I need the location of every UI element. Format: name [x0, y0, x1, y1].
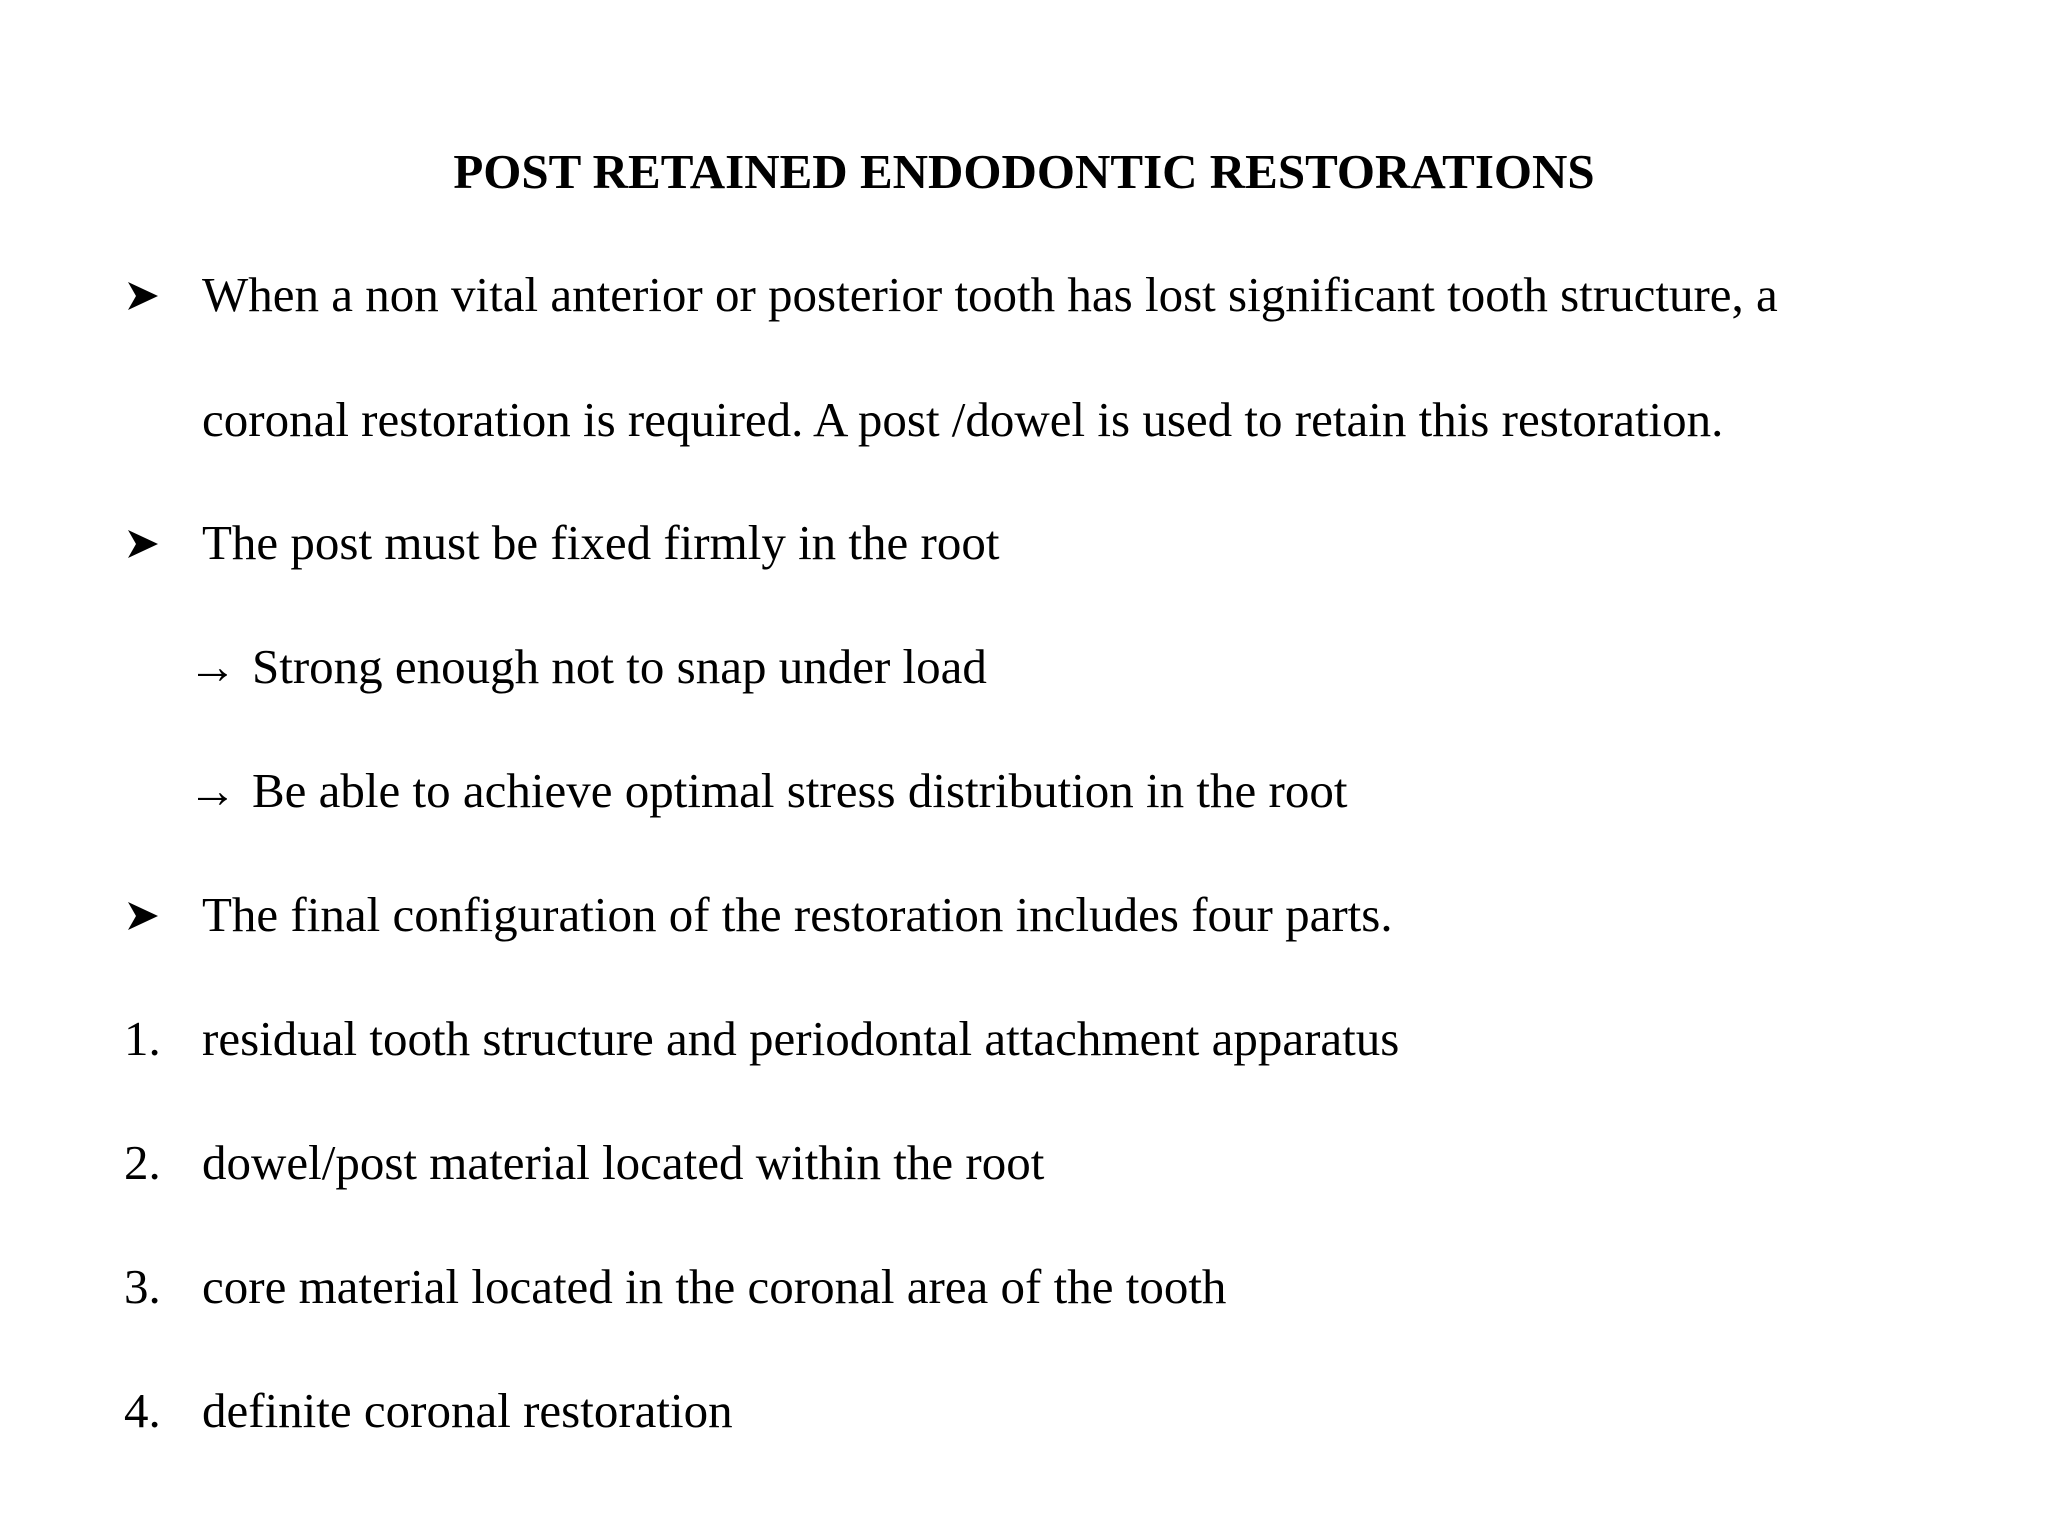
list-item: core material located in the coronal area of the tooth [202, 1259, 1227, 1314]
list-number: 4. [124, 1383, 161, 1438]
bullet-2-line-1: The post must be fixed firmly in the root [202, 515, 1000, 570]
list-number: 3. [124, 1259, 161, 1314]
bullet-3-line-1: The final configuration of the restoration includes four parts. [202, 887, 1393, 942]
arrow-right-icon: → [188, 763, 237, 818]
bullet-1-line-1: When a non vital anterior or posterior tooth has lost significant tooth structure, a [202, 267, 1778, 322]
arrowhead-bullet-icon [126, 279, 160, 313]
page-title: POST RETAINED ENDODONTIC RESTORATIONS [453, 144, 1595, 199]
list-number: 2. [124, 1135, 161, 1190]
list-item: residual tooth structure and periodontal attachment apparatus [202, 1011, 1400, 1066]
arrowhead-bullet-icon [126, 527, 160, 561]
list-item: dowel/post material located within the root [202, 1135, 1045, 1190]
arrowhead-bullet-icon [126, 899, 160, 933]
list-item: definite coronal restoration [202, 1383, 733, 1438]
arrow-right-icon: → [188, 639, 237, 694]
sub-item-2: Be able to achieve optimal stress distribution in the root [252, 763, 1348, 818]
bullet-1-line-2: coronal restoration is required. A post /dowel is used to retain this restoration. [202, 392, 1724, 447]
list-number: 1. [124, 1011, 161, 1066]
sub-item-1: Strong enough not to snap under load [252, 639, 987, 694]
